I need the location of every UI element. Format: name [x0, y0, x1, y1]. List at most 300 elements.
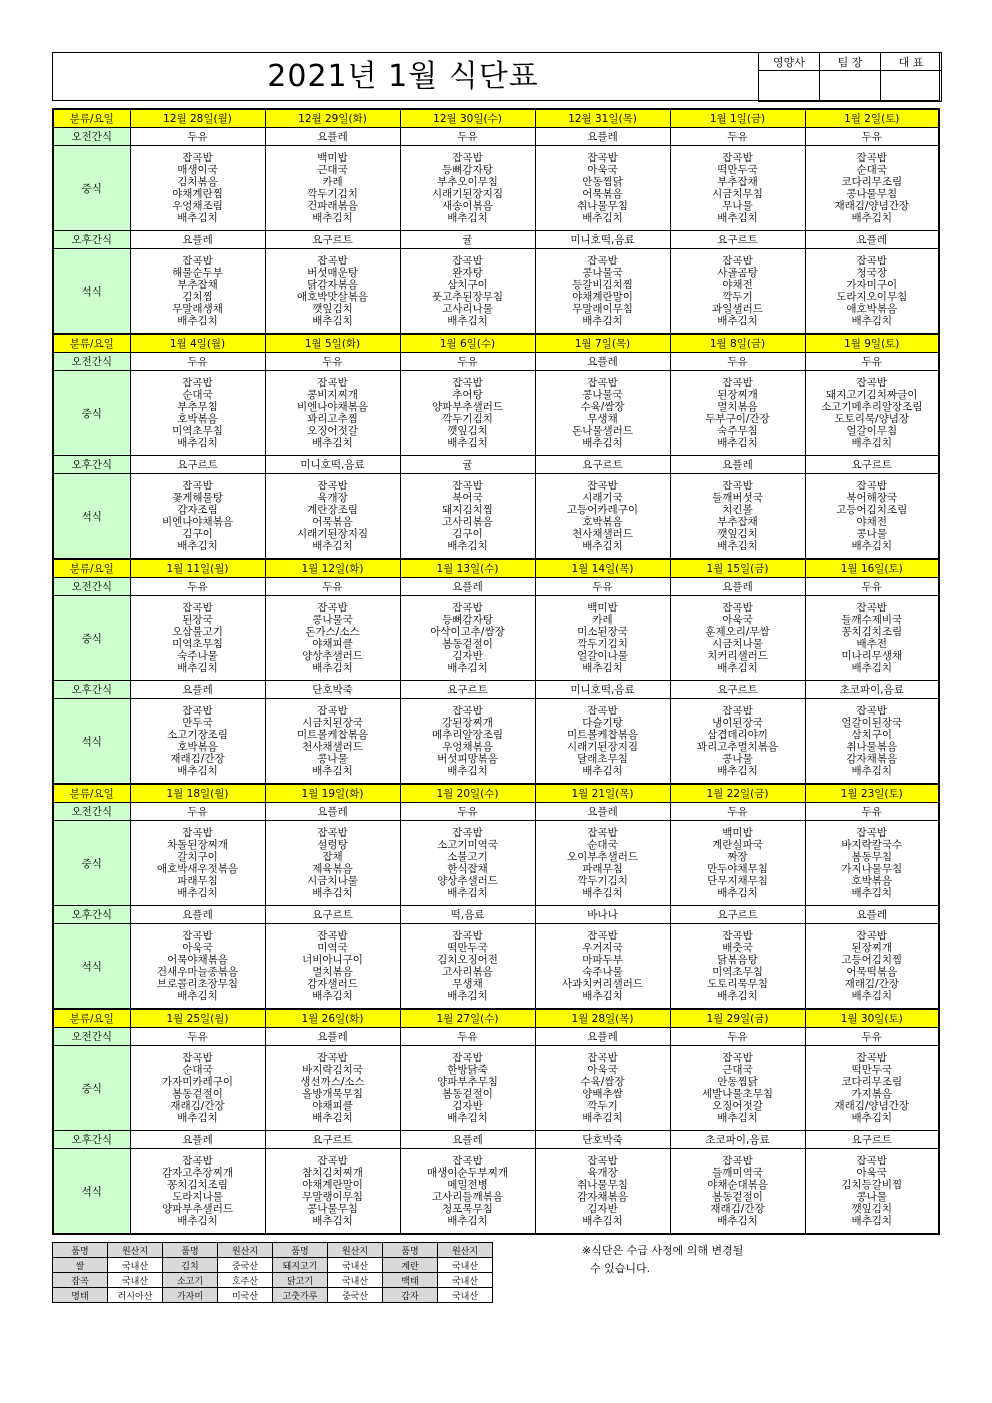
- menu-item: 생선까스/소스: [300, 1076, 365, 1088]
- menu-item: 잡곡밥: [722, 255, 753, 267]
- menu-item: 배추김치: [717, 212, 758, 224]
- meal-cell: [670, 596, 805, 681]
- menu-item: 배추김치: [177, 212, 218, 224]
- day-date: 1월 15일(금): [670, 559, 805, 578]
- menu-item: 잡곡밥: [317, 705, 348, 717]
- meal-cell: [400, 596, 535, 681]
- menu-item: 멸치볶음: [717, 401, 758, 413]
- menu-item: 숙주나물: [177, 650, 218, 662]
- menu-item: 콩나물무침: [846, 188, 898, 200]
- morning-label: 오전간식: [53, 128, 130, 146]
- menu-item: 재래김/간장: [170, 753, 225, 765]
- menu-item: 된장국: [182, 614, 213, 626]
- menu-item: 잡곡밥: [182, 480, 213, 492]
- menu-item: 단무지채무침: [707, 875, 768, 887]
- day-header-row: [53, 109, 939, 128]
- menu-item: 부추잡채: [177, 279, 218, 291]
- menu-item: 만두국: [182, 717, 213, 729]
- menu-item: 깻잎김치: [717, 528, 758, 540]
- afternoon-row: [53, 1131, 939, 1149]
- header-label: 분류/요일: [53, 559, 130, 578]
- menu-item: 계란장조림: [307, 504, 358, 516]
- menu-item: 시래기국: [582, 492, 623, 504]
- meal-cell: [400, 821, 535, 906]
- menu-item: 시금치나물: [712, 638, 763, 650]
- day-date: 1월 8일(금): [670, 334, 805, 353]
- dinner-label: 석식: [53, 924, 130, 1010]
- menu-item: 배추김치: [312, 212, 353, 224]
- menu-item: 오삼불고기: [172, 626, 223, 638]
- menu-item: 꽈리고추찜: [307, 413, 358, 425]
- menu-item: 야채계란말이: [302, 1179, 363, 1191]
- menu-item: 잡곡밥: [452, 705, 483, 717]
- menu-item: 도토리묵/양념장: [834, 413, 910, 425]
- menu-item: 배추김치: [851, 315, 893, 327]
- snack-cell: 요플레: [130, 1131, 265, 1149]
- menu-item: 김자반: [452, 1100, 483, 1112]
- afternoon-label: 오후간식: [53, 1131, 130, 1149]
- menu-item: 잡곡밥: [856, 152, 887, 164]
- morning-row: [53, 353, 939, 371]
- menu-item: 아삭이고추/쌈장: [430, 626, 505, 638]
- menu-item: 건파래볶음: [307, 200, 358, 212]
- menu-item: 배추김치: [717, 1112, 758, 1124]
- menu-item: 잡곡밥: [317, 255, 348, 267]
- menu-item: 부추잡채: [717, 516, 758, 528]
- menu-item: 무말래이무침: [572, 303, 633, 315]
- origin-country: 국내산: [108, 1258, 163, 1273]
- menu-item: 미나리무생채: [841, 650, 903, 662]
- day-date: 1월 7일(목): [535, 334, 670, 353]
- menu-item: 배추김치: [447, 990, 488, 1002]
- menu-item: 아욱국: [587, 1064, 618, 1076]
- origin-country: 호주산: [218, 1273, 273, 1288]
- origin-header: 품명: [163, 1243, 218, 1258]
- menu-item: 배추김치: [177, 1215, 218, 1227]
- menu-item: 감자채볶음: [846, 753, 898, 765]
- menu-item: 잡곡밥: [856, 930, 887, 942]
- menu-item: 배추김치: [312, 315, 353, 327]
- snack-cell: 요플레: [670, 456, 805, 474]
- menu-item: 오징어젓갈: [712, 1100, 763, 1112]
- menu-item: 호박볶음: [177, 741, 218, 753]
- menu-item: 된장찌개: [717, 389, 758, 401]
- snack-cell: 두유: [265, 578, 400, 596]
- menu-item: 봄동겉절이: [442, 1088, 493, 1100]
- dinner-row: [53, 1149, 939, 1235]
- menu-item: 잡곡밥: [452, 602, 483, 614]
- lunch-row: [53, 821, 939, 906]
- menu-item: 깍두기: [722, 291, 753, 303]
- lunch-row: [53, 596, 939, 681]
- menu-item: 무말랭이무침: [302, 1191, 363, 1203]
- snack-cell: 두유: [400, 353, 535, 371]
- snack-cell: 요구르트: [535, 456, 670, 474]
- menu-item: 잡곡밥: [856, 1052, 887, 1064]
- menu-item: 감자채볶음: [577, 1191, 628, 1203]
- lunch-row: [53, 146, 939, 231]
- meal-cell: [130, 474, 265, 560]
- meal-cell: [400, 699, 535, 785]
- snack-cell: 요구르트: [400, 681, 535, 699]
- menu-item: 너비아니구이: [302, 954, 363, 966]
- afternoon-row: [53, 231, 939, 249]
- menu-item: 들깨미역국: [712, 1167, 763, 1179]
- meal-cell: [670, 821, 805, 906]
- snack-cell: 초코파이,음료: [805, 681, 939, 699]
- menu-item: 된장찌개: [851, 942, 893, 954]
- menu-item: 메추리알장조림: [431, 729, 503, 741]
- menu-item: 미역초무침: [172, 425, 223, 437]
- menu-item: 순대국: [856, 164, 887, 176]
- menu-item: 양상추샐러드: [302, 650, 363, 662]
- meal-cell: [535, 146, 670, 231]
- menu-item: 육개장: [587, 1167, 618, 1179]
- meal-cell: [265, 1046, 400, 1131]
- origin-row: [53, 1258, 493, 1273]
- menu-item: 등갈비김치찜: [572, 279, 633, 291]
- notice: [582, 1242, 743, 1278]
- menu-item: 잡곡밥: [317, 1155, 348, 1167]
- menu-item: 배추김치: [177, 540, 218, 552]
- meal-cell: [265, 1149, 400, 1235]
- menu-item: 양배추쌈: [582, 1088, 623, 1100]
- meal-cell: [670, 699, 805, 785]
- menu-item: 잡채: [322, 851, 343, 863]
- menu-item: 잡곡밥: [856, 827, 887, 839]
- meal-cell: [265, 924, 400, 1010]
- menu-item: 우엉채조림: [172, 200, 223, 212]
- meal-cell: [805, 249, 939, 335]
- menu-item: 백미밥: [722, 827, 753, 839]
- menu-item: 콩나물: [856, 1191, 887, 1203]
- menu-item: 배추김치: [851, 887, 893, 899]
- origin-country: 중국산: [218, 1258, 273, 1273]
- menu-item: 양파부추무침: [437, 1076, 498, 1088]
- day-date: 1월 16일(토): [805, 559, 939, 578]
- menu-table: [52, 108, 940, 1235]
- meal-cell: [535, 371, 670, 456]
- menu-item: 취나물무침: [577, 200, 628, 212]
- menu-item: 올방개묵무침: [302, 1088, 363, 1100]
- meal-cell: [670, 146, 805, 231]
- lunch-label: 중식: [53, 821, 130, 906]
- menu-item: 부추잡채: [717, 176, 758, 188]
- menu-item: 애호박볶음: [846, 303, 898, 315]
- menu-item: 배추김치: [312, 662, 353, 674]
- day-date: 1월 14일(목): [535, 559, 670, 578]
- menu-item: 천사채샐러드: [572, 528, 633, 540]
- meal-cell: [130, 1046, 265, 1131]
- menu-item: 치킨볼: [722, 504, 753, 516]
- menu-item: 콩나물: [856, 528, 887, 540]
- lunch-row: [53, 1046, 939, 1131]
- meal-cell: [400, 146, 535, 231]
- menu-item: 야채피클: [312, 1100, 353, 1112]
- snack-cell: 요플레: [130, 231, 265, 249]
- menu-item: 배추김치: [582, 437, 623, 449]
- menu-item: 깍두기김치: [577, 638, 628, 650]
- menu-item: 배추김치: [582, 315, 623, 327]
- menu-item: 호박볶음: [851, 875, 893, 887]
- menu-item: 깻잎김치: [851, 1203, 893, 1215]
- origin-table: [52, 1242, 493, 1303]
- menu-item: 냉이된장국: [712, 717, 763, 729]
- menu-item: 가지볶음: [851, 1088, 893, 1100]
- menu-item: 잡곡밥: [587, 255, 618, 267]
- menu-item: 잡곡밥: [587, 152, 618, 164]
- origin-item: 명태: [53, 1288, 108, 1303]
- menu-item: 콩나물: [722, 753, 753, 765]
- snack-cell: 귤: [400, 456, 535, 474]
- menu-item: 소고기메추리알장조림: [821, 401, 923, 413]
- menu-item: 근대국: [722, 1064, 753, 1076]
- menu-item: 봄동겉절이: [712, 1191, 763, 1203]
- menu-item: 배추김치: [582, 990, 623, 1002]
- day-date: 1월 30일(토): [805, 1009, 939, 1028]
- afternoon-row: [53, 906, 939, 924]
- menu-item: 다슬기탕: [582, 717, 623, 729]
- menu-item: 콩비지찌개: [307, 389, 358, 401]
- origin-item: 고춧가루: [273, 1288, 328, 1303]
- menu-item: 아욱국: [587, 164, 618, 176]
- menu-item: 미소된장국: [577, 626, 628, 638]
- menu-item: 재래김/간장: [844, 978, 899, 990]
- day-date: 1월 4일(월): [130, 334, 265, 353]
- menu-item: 부추오이무침: [437, 176, 498, 188]
- snack-cell: 요구르트: [130, 456, 265, 474]
- menu-item: 시래기된장지짐: [566, 741, 638, 753]
- menu-item: 고사리들깨볶음: [431, 1191, 503, 1203]
- menu-item: 부추무침: [177, 401, 218, 413]
- menu-item: 배추김치: [177, 887, 218, 899]
- menu-item: 코다리무조림: [841, 1076, 903, 1088]
- menu-item: 잡곡밥: [317, 827, 348, 839]
- day-header-row: [53, 559, 939, 578]
- menu-item: 얼갈이나물: [577, 650, 628, 662]
- menu-item: 김자반: [452, 650, 483, 662]
- snack-cell: 요구르트: [265, 1131, 400, 1149]
- snack-cell: 요구르트: [265, 906, 400, 924]
- menu-item: 잡곡밥: [722, 1155, 753, 1167]
- snack-cell: 두유: [670, 128, 805, 146]
- menu-item: 잡곡밥: [317, 480, 348, 492]
- day-header-row: [53, 784, 939, 803]
- menu-item: 등뼈감자탕: [442, 164, 493, 176]
- day-date: 1월 13일(수): [400, 559, 535, 578]
- snack-cell: 요플레: [805, 231, 939, 249]
- morning-row: [53, 128, 939, 146]
- snack-cell: 요플레: [265, 128, 400, 146]
- meal-cell: [670, 1149, 805, 1235]
- menu-item: 떡만두국: [447, 942, 488, 954]
- approval-cell: [820, 71, 881, 102]
- menu-item: 꽃게해물탕: [172, 492, 223, 504]
- menu-item: 잡곡밥: [856, 705, 887, 717]
- menu-item: 김자반: [587, 1203, 618, 1215]
- menu-item: 김치오징어전: [437, 954, 498, 966]
- menu-item: 닭감자볶음: [307, 279, 358, 291]
- menu-item: 잡곡밥: [856, 602, 887, 614]
- snack-cell: 두유: [805, 353, 939, 371]
- menu-item: 잡곡밥: [182, 602, 213, 614]
- day-date: 1월 22일(금): [670, 784, 805, 803]
- menu-item: 배추김치: [717, 540, 758, 552]
- menu-item: 배추김치: [851, 1112, 893, 1124]
- menu-item: 돈나물샐러드: [572, 425, 633, 437]
- menu-item: 배추김치: [851, 437, 893, 449]
- menu-item: 배추김치: [582, 212, 623, 224]
- meal-cell: [535, 474, 670, 560]
- menu-item: 북어해장국: [846, 492, 898, 504]
- menu-item: 차돌된장찌개: [167, 839, 228, 851]
- menu-item: 훈제오리/무쌈: [705, 626, 770, 638]
- day-date: 1월 29일(금): [670, 1009, 805, 1028]
- origin-country: 국내산: [438, 1273, 493, 1288]
- menu-item: 아욱국: [856, 1167, 887, 1179]
- header-label: 분류/요일: [53, 784, 130, 803]
- menu-item: 달래초무침: [577, 753, 628, 765]
- menu-item: 갈치구이: [177, 851, 218, 863]
- menu-item: 김구이: [182, 528, 213, 540]
- menu-item: 바지락칼국수: [841, 839, 903, 851]
- menu-item: 시금치나물: [307, 875, 358, 887]
- menu-item: 오징어젓갈: [307, 425, 358, 437]
- meal-cell: [400, 1149, 535, 1235]
- snack-cell: 두유: [400, 803, 535, 821]
- menu-item: 배추김치: [177, 437, 218, 449]
- snack-cell: 두유: [130, 353, 265, 371]
- menu-item: 매생이국: [177, 164, 218, 176]
- meal-cell: [670, 924, 805, 1010]
- day-date: 12월 28일(월): [130, 109, 265, 128]
- morning-label: 오전간식: [53, 578, 130, 596]
- meal-cell: [130, 821, 265, 906]
- snack-cell: 요플레: [130, 681, 265, 699]
- menu-item: 메밀전병: [447, 1179, 488, 1191]
- meal-cell: [805, 596, 939, 681]
- menu-item: 배추김치: [177, 1112, 218, 1124]
- menu-item: 삼치구이: [851, 729, 893, 741]
- afternoon-row: [53, 456, 939, 474]
- menu-item: 배추김치: [717, 315, 758, 327]
- menu-item: 배추김치: [312, 887, 353, 899]
- menu-item: 봄동무침: [851, 851, 893, 863]
- menu-item: 수육/쌈장: [580, 401, 625, 413]
- menu-item: 잡곡밥: [856, 480, 887, 492]
- menu-item: 배추김치: [582, 765, 623, 777]
- approval-label: 영양사: [759, 53, 820, 71]
- menu-item: 시래기된장지짐: [296, 528, 368, 540]
- menu-item: 가자미구이: [846, 279, 898, 291]
- snack-cell: 요구르트: [670, 231, 805, 249]
- menu-item: 설렁탕: [317, 839, 348, 851]
- origin-item: 잡곡: [53, 1273, 108, 1288]
- notice-line: 수 있습니다.: [590, 1262, 651, 1275]
- menu-item: 멸치볶음: [312, 966, 353, 978]
- menu-item: 취나물볶음: [846, 741, 898, 753]
- menu-item: 새송이볶음: [442, 200, 493, 212]
- snack-cell: 요구르트: [670, 906, 805, 924]
- menu-item: 콩나물국: [582, 389, 623, 401]
- menu-item: 꽁치김치조림: [841, 626, 903, 638]
- origin-header: 품명: [53, 1243, 108, 1258]
- menu-item: 배추김치: [447, 212, 488, 224]
- menu-item: 콩나물무침: [307, 1203, 358, 1215]
- snack-cell: 요구르트: [805, 1131, 939, 1149]
- origin-row: [53, 1243, 493, 1258]
- menu-item: 얼갈이된장국: [841, 717, 903, 729]
- menu-item: 백미밥: [317, 152, 348, 164]
- meal-cell: [130, 371, 265, 456]
- menu-item: 배추김치: [717, 662, 758, 674]
- menu-item: 천사채샐러드: [302, 741, 363, 753]
- origin-country: 국내산: [108, 1273, 163, 1288]
- menu-item: 배추김치: [447, 437, 488, 449]
- lunch-row: [53, 371, 939, 456]
- menu-item: 아욱국: [182, 942, 213, 954]
- lunch-label: 중식: [53, 1046, 130, 1131]
- menu-item: 잡곡밥: [182, 377, 213, 389]
- menu-item: 참치김치찌개: [302, 1167, 363, 1179]
- menu-item: 도토리묵무침: [707, 978, 768, 990]
- dinner-label: 석식: [53, 1149, 130, 1235]
- day-date: 1월 5일(화): [265, 334, 400, 353]
- menu-item: 야채피클: [312, 638, 353, 650]
- menu-item: 잡곡밥: [317, 930, 348, 942]
- menu-item: 야채계란말이: [572, 291, 633, 303]
- dinner-row: [53, 474, 939, 560]
- meal-cell: [805, 146, 939, 231]
- menu-item: 배추김치: [312, 1215, 353, 1227]
- snack-cell: 미니호떡,음료: [535, 231, 670, 249]
- meal-cell: [805, 371, 939, 456]
- day-date: 1월 26일(화): [265, 1009, 400, 1028]
- meal-cell: [265, 596, 400, 681]
- menu-item: 배추김치: [177, 662, 218, 674]
- origin-header: 품명: [383, 1243, 438, 1258]
- menu-item: 배춧국: [722, 942, 753, 954]
- menu-item: 배추김치: [582, 1215, 623, 1227]
- menu-item: 배추김치: [177, 315, 218, 327]
- menu-item: 삼치구이: [447, 279, 488, 291]
- meal-cell: [130, 249, 265, 335]
- origin-item: 계란: [383, 1258, 438, 1273]
- menu-item: 김치찜: [182, 291, 213, 303]
- menu-item: 배추김치: [312, 437, 353, 449]
- menu-item: 등뼈감자탕: [442, 614, 493, 626]
- afternoon-label: 오후간식: [53, 681, 130, 699]
- snack-cell: 두유: [400, 1028, 535, 1046]
- meal-cell: [805, 821, 939, 906]
- menu-item: 잡곡밥: [452, 480, 483, 492]
- menu-item: 계란실파국: [712, 839, 763, 851]
- snack-cell: 두유: [670, 1028, 805, 1046]
- origin-country: 중국산: [328, 1288, 383, 1303]
- menu-item: 배추김치: [447, 765, 488, 777]
- meal-cell: [805, 1149, 939, 1235]
- menu-item: 배추김치: [717, 437, 758, 449]
- menu-item: 고등어김치조림: [836, 504, 908, 516]
- menu-item: 어묵볶음: [582, 188, 623, 200]
- snack-cell: 두유: [130, 803, 265, 821]
- menu-item: 아욱국: [722, 614, 753, 626]
- dinner-label: 석식: [53, 474, 130, 560]
- menu-item: 배추김치: [851, 212, 893, 224]
- meal-cell: [400, 924, 535, 1010]
- menu-item: 애호박맛살볶음: [296, 291, 368, 303]
- dinner-label: 석식: [53, 699, 130, 785]
